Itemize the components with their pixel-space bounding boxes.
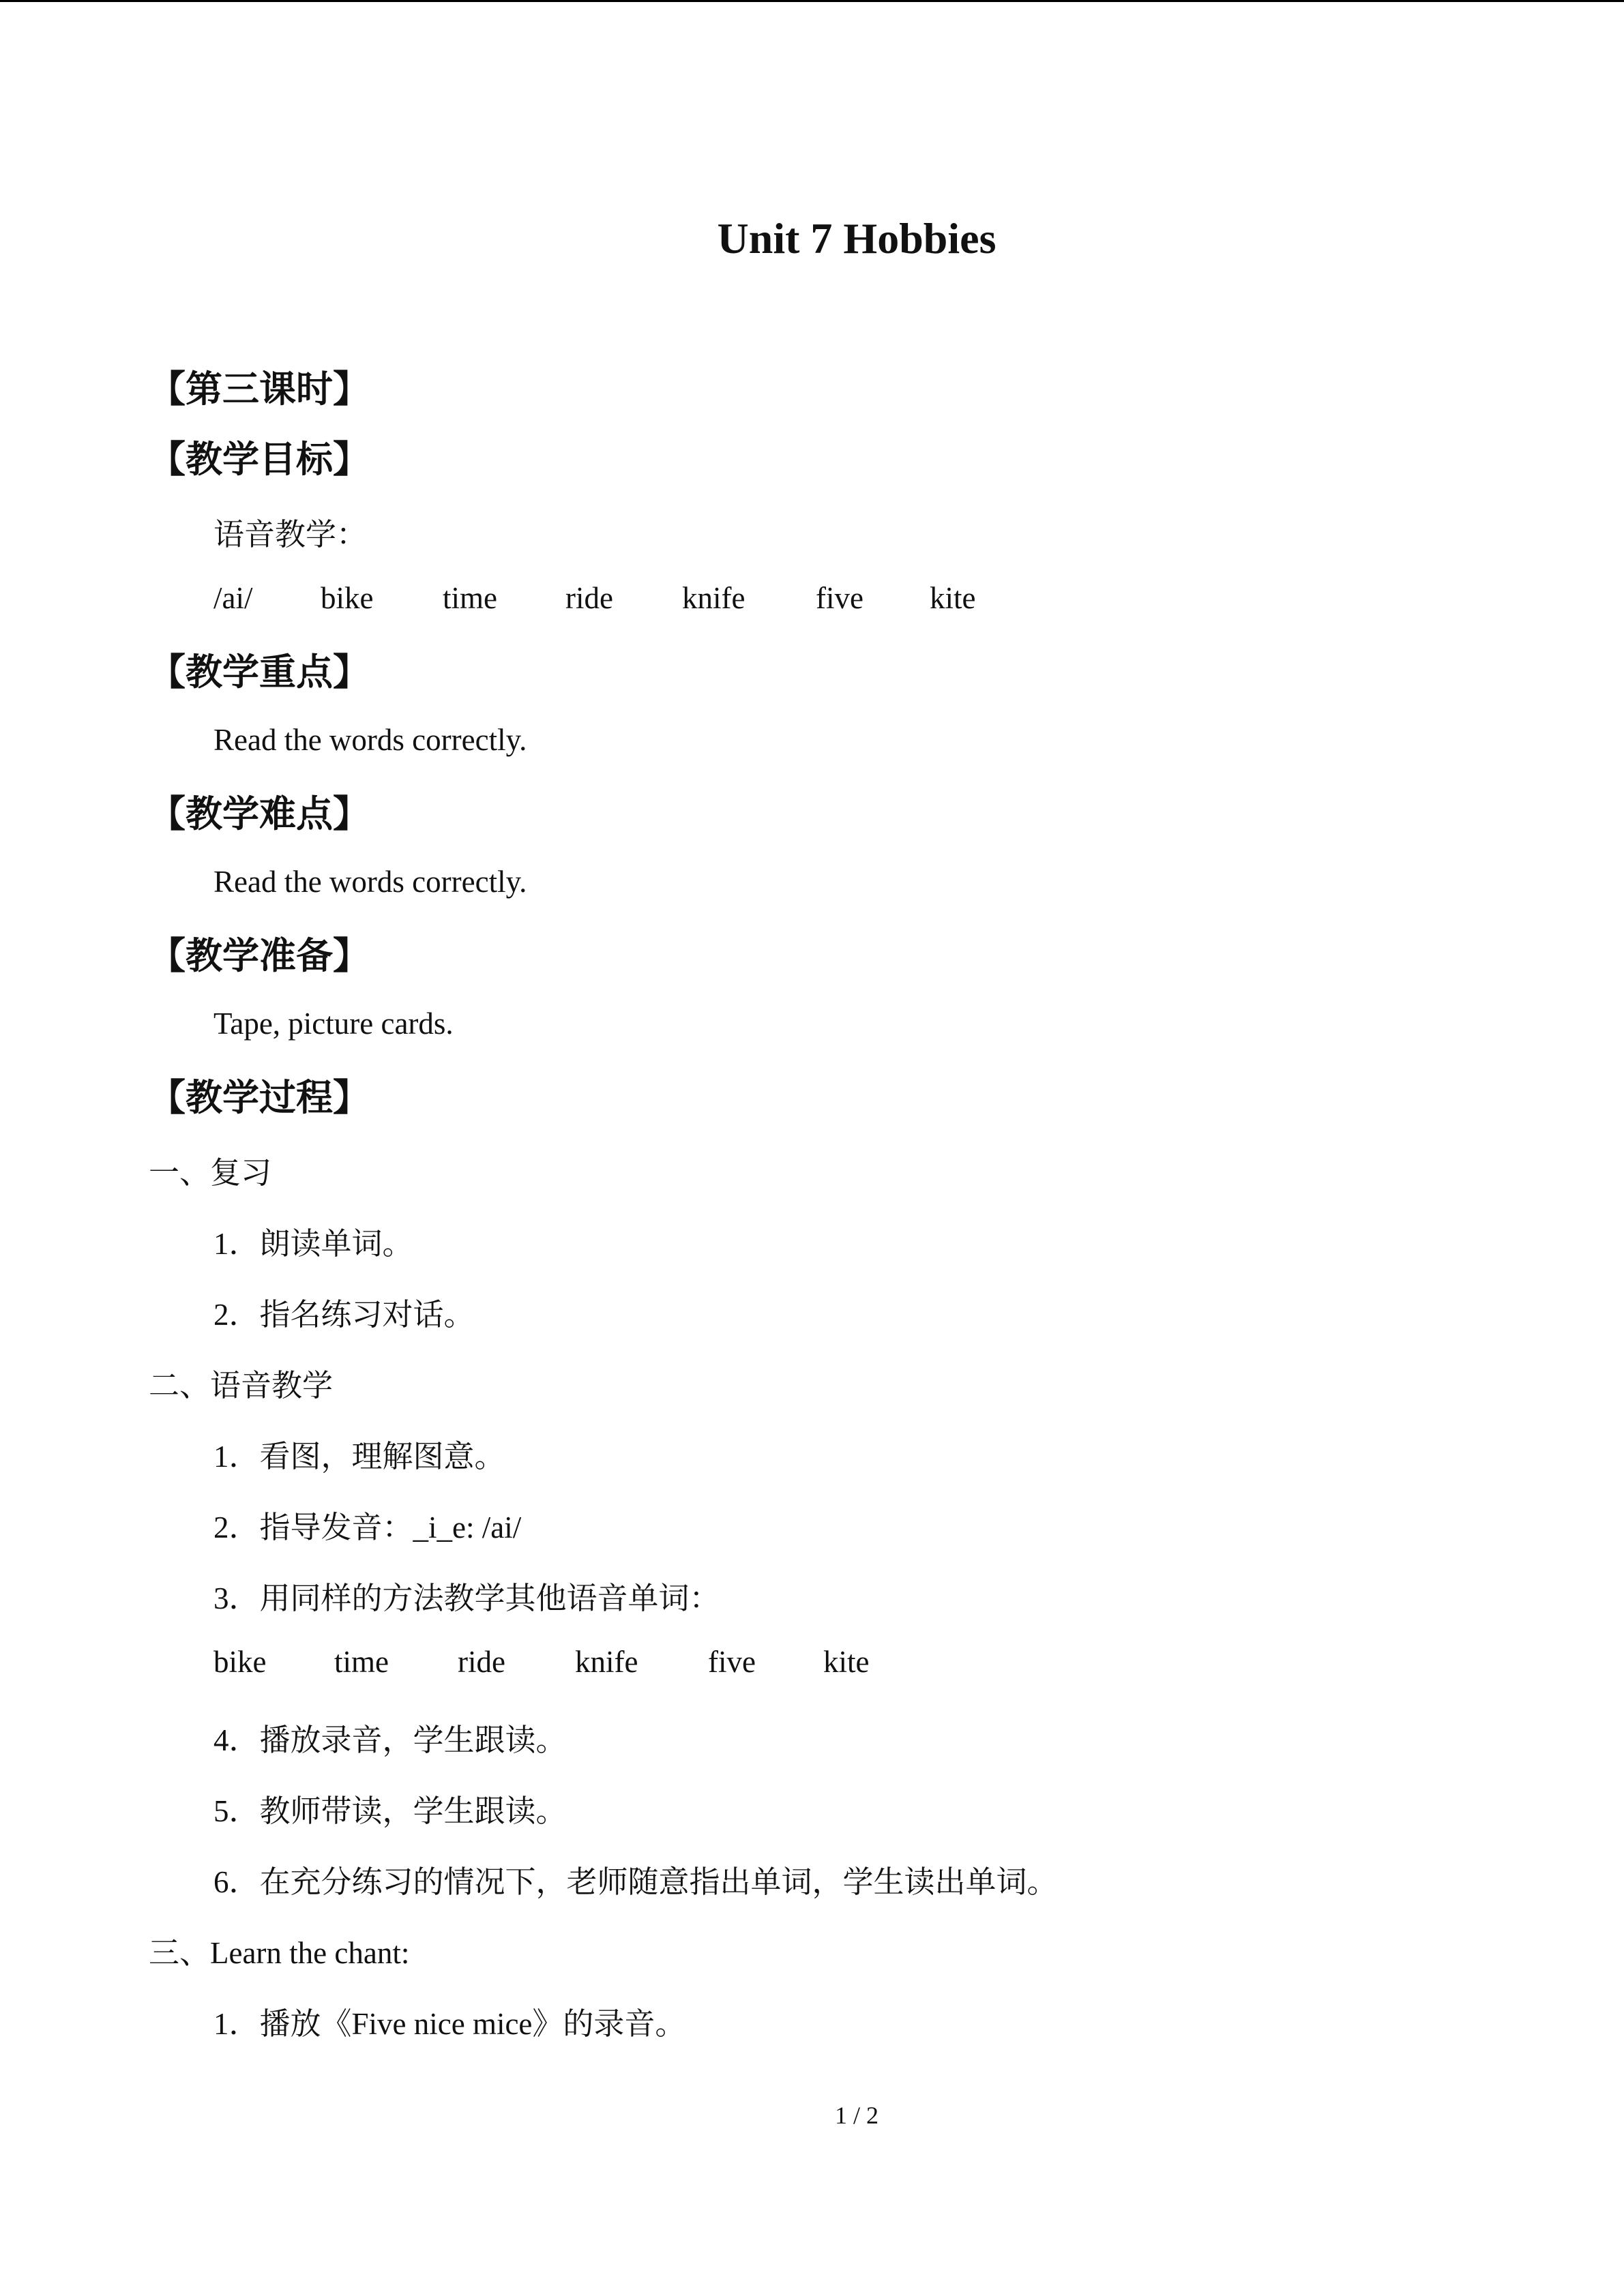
objectives-label: 语音教学： — [213, 518, 368, 552]
section-process-heading: 【教学过程】 — [149, 1077, 370, 1118]
part2-heading: 二、语音教学 — [149, 1369, 334, 1403]
document-title: Unit 7 Hobbies — [717, 214, 996, 263]
word-ride: ride — [565, 581, 613, 615]
word-time: time — [443, 581, 497, 615]
word-bike: bike — [321, 581, 374, 615]
part2-item-4: 4．播放录音，学生跟读。 — [213, 1723, 567, 1757]
difficulties-text: Read the words correctly. — [213, 865, 527, 899]
word-five: five — [708, 1645, 756, 1679]
part1-heading: 一、复习 — [149, 1156, 272, 1190]
word-five: five — [816, 581, 863, 615]
part2-item-6: 6．在充分练习的情况下，老师随意指出单词，学生读出单词。 — [213, 1865, 1058, 1899]
word-ai: /ai/ — [213, 581, 253, 615]
part3-heading: 三、Learn the chant: — [149, 1936, 410, 1970]
word-kite: kite — [823, 1645, 870, 1679]
part2-item-1: 1．看图，理解图意。 — [213, 1440, 505, 1474]
key-points-text: Read the words correctly. — [213, 723, 527, 757]
section-key-points-heading: 【教学重点】 — [149, 652, 370, 693]
part1-item-1: 1．朗读单词。 — [213, 1227, 413, 1261]
section-objectives-heading: 【教学目标】 — [149, 439, 370, 480]
section-preparation-heading: 【教学准备】 — [149, 936, 370, 976]
part2-item-5: 5．教师带读，学生跟读。 — [213, 1794, 567, 1828]
word-knife: knife — [575, 1645, 638, 1679]
word-knife: knife — [682, 581, 745, 615]
part1-item-2: 2．指名练习对话。 — [213, 1298, 475, 1332]
part2-item-3: 3．用同样的方法教学其他语音单词： — [213, 1581, 720, 1615]
preparation-text: Tape, picture cards. — [213, 1007, 454, 1041]
word-bike: bike — [213, 1645, 267, 1679]
word-time: time — [334, 1645, 389, 1679]
part3-item-1: 1．播放《Five nice mice》的录音。 — [213, 2007, 686, 2041]
section-difficulties-heading: 【教学难点】 — [149, 794, 370, 835]
part2-item-2: 2．指导发音：_i_e: /ai/ — [213, 1510, 522, 1545]
page-number: 1 / 2 — [834, 2102, 879, 2129]
word-kite: kite — [930, 581, 976, 615]
word-ride: ride — [458, 1645, 505, 1679]
section-lesson-heading: 【第三课时】 — [149, 369, 370, 410]
